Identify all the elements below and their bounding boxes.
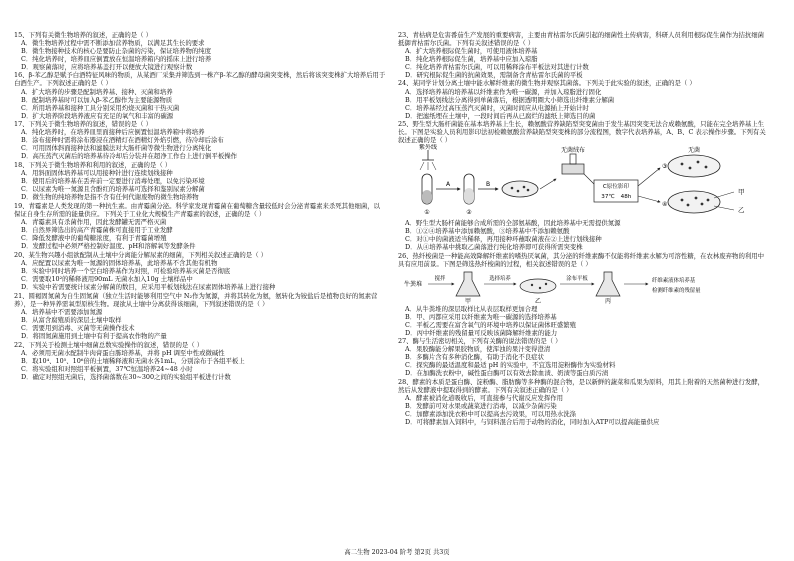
figure-26-svg (398, 268, 770, 304)
question-option: A．扩大培养的步骤是配制培养基、接种、灭菌和培养 (21, 87, 173, 96)
question-option: C．培养基经过高压蒸汽灭菌时，灭菌时间应从电源插上开始计时 (405, 103, 589, 112)
question-option: C．探究酶的最适温度和最适 pH 的实验中，不宜选用淀粉酶作为实验材料 (405, 361, 616, 370)
question-option: C．纯化培养时，培养皿应倒置放在恒温培养箱内的摇床上进行培养 (21, 54, 212, 63)
num2-tube-label: ② (466, 209, 472, 217)
question-option: A．野生型大肠杆菌能够合成所需的全部氨基酸，因此培养基中无需提供氮源 (405, 219, 621, 228)
cloth-label: 无菌绒布 (560, 147, 586, 155)
question-block (14, 341, 386, 381)
question-stem: 18、下列关于微生物培养和利用的叙述，正确的是（ ） (14, 161, 172, 170)
question-block (14, 71, 386, 119)
left-column (14, 30, 386, 381)
uv-label: 紫外线 (418, 144, 438, 152)
question-block (14, 292, 386, 340)
question-block (14, 251, 386, 291)
question-option: B．自然界筛选出的高产青霉菌株可直接用于工业发酵 (21, 226, 173, 235)
question-option: B．用平板划线法分离得到单菌落后，根据透明圈大小筛选出纤维素分解菌 (405, 95, 615, 104)
question-option: C．加酵素添加洗衣粉中可以提高去污效果，可以用热水洗涤 (405, 410, 577, 419)
question-stem: 16、β-苯乙醇是赋予白酒特征风味的物质，从某酒厂采集并筛选到一株产β-苯乙醇的酵母菌突变株，然后将该突变株扩大培养后用于白酒生产。下列叙述正确的是（ ） (14, 71, 386, 88)
question-block (14, 31, 386, 71)
figure-26 (398, 268, 770, 304)
question-option: A．扩大培养根际促生菌时，可使用液体培养基 (405, 46, 538, 55)
question-option: B．取10⁴、10⁵、10⁶倍的土壤稀释液和无菌水各1mL，分别涂布于各组平板上 (21, 356, 245, 365)
question-option: A．酵素被消化道吸收后，可直接参与代谢反应发挥作用 (405, 394, 563, 403)
question-option: D．把滤纸埋在土壤中，一段时间后再从已腐烂的滤纸上筛选目的菌 (405, 111, 596, 120)
question-stem: 21、圆褐固氮菌为自生固氮菌（独立生活时能够利用空气中 N₂作为氮源，并将其转化为氨，氨转化为铵盐后是植物良好的氮素营养），是一种异养需氧型原核生物。现欲从土壤中分离获得该细菌，下列叙述错误的是（ ） (14, 291, 378, 308)
question-option: D．微生物的纯培养物是指不含有任何代谢废物的微生物培养物 (21, 193, 199, 202)
question-block (398, 219, 770, 251)
question-stem: 28、酵素的本质是蛋白酶、淀粉酶、脂肪酶等多种酶的混合物，是以新鲜的蔬菜和瓜果为原料，用其上附着的天然菌种进行发酵，然后从发酵液中提取得到的酵素。下列有关叙述正确的是（ ） (398, 378, 765, 395)
question-block (398, 305, 770, 337)
question-option: A．应配置以尿素为唯一氮源的固体培养基，此培养基不含其他有机物 (21, 258, 218, 267)
question-stem: 23、青枯病是危害番茄生产发展的重要病害，主要由青枯雷尔氏菌引起的细菌性土传病害，科研人员利用根际促生菌作为拮抗细菌抵御青枯雷尔氏菌。下列有关叙述错误的是（ ） (398, 30, 765, 47)
velvet-stamp-icon (562, 154, 584, 174)
measure-label: 检测纤维素的残留量 (652, 287, 701, 294)
question-stem: 15、下列有关微生物培养的叙述，正确的是（ ） (14, 30, 152, 39)
flask-bing-icon (596, 272, 620, 296)
question-stem: 24、某同学计划分离土壤中能水解纤维素的微生物并观察其菌落。下列关于此实验的叙述，正确的是（ ） (398, 79, 696, 88)
question-option: D．可将酵素加入饲料中，与饲料混合后用于动物的消化，同时加入ATP可以提高能量供应 (405, 418, 660, 427)
question-option: A．用斜面固体培养基可以用接种针进行连续划线接种 (21, 169, 173, 178)
question-option: D．在加酶洗衣粉中，碱性蛋白酶可以有效去除血渍、奶渍等蛋白质污渍 (405, 369, 609, 378)
question-option: B．发酵前可对水果或蔬菜进行消毒，以减少杂菌污染 (405, 402, 557, 411)
question-option: D．将固氮菌施用到土壤中有利于提高农作物的产量 (21, 331, 167, 340)
test-tube-2-icon (464, 174, 474, 204)
question-option: C．纯化培养青枯雷尔氏菌，可以用稀释涂布平板法对其进行计数 (405, 62, 589, 71)
question-block (398, 120, 770, 218)
bing-flask-label: 丙 (604, 297, 612, 304)
plate-3-icon (668, 155, 720, 177)
enrich-label: 搅拌 (434, 275, 446, 282)
jia-flask-label: 甲 (464, 297, 472, 304)
test-tube-1-icon (422, 174, 432, 204)
question-option: D．实验中若需要统计尿素分解菌的数目，应采用平板划线法在尿素固体培养基上进行接种 (21, 283, 276, 292)
question-block (14, 120, 386, 160)
question-option: D．发酵过程中必须严格控制好温度、pH和溶解氧等发酵条件 (21, 242, 196, 251)
question-stem: 25、野生型大肠杆菌能在基本培养基上生长，赖氨酸营养缺陷型突变菌由于发生基因突变无法合成赖氨酸，只能在完全培养基上生长。下图是实验人员利用影印法初检赖氨酸营养缺陷型突变株的部分流程图，数字代表培养基，A、B、C 表示操作步骤。下列有关叙述正确的是（ ） (398, 120, 766, 145)
question-option: B．①②④培养基中添加赖氨酸，③培养基中不添加赖氨酸 (405, 227, 570, 236)
question-option: A．微生物培养过程中需不断添加营养物质，以满足其生长的要求 (21, 38, 205, 47)
question-option: B．涂布接种时需将涂布器浸在酒精灯在酒精灯外焰引燃，待冷却后涂布 (21, 136, 224, 145)
question-option: C．将实验组和对照组平板倒置，37℃恒温培养24~48 小时 (21, 364, 193, 373)
question-stem: 19、青霉素是人类发现的第一种抗生素。由青霉菌分泌。科学家发现青霉菌在葡萄糖含量较低时会分泌青霉素来杀死其他细菌，以保证自身生存所需的能量供应。下列关于工业化大规模生产青霉素的叙述，正确的是（ ） (14, 201, 381, 218)
question-option: B．甲、丙都应采用以纤维素为唯一碳源的选择培养基 (405, 312, 557, 321)
plate-label: 涂布平板 (566, 275, 588, 282)
question-option: D．高压蒸汽灭菌后的培养基待冷却后分装并在超净工作台上进行倒平板操作 (21, 152, 238, 161)
select-label: 选择培养 (489, 275, 511, 282)
question-option: B．实验中同时培养一个空白培养基作为对照，可检验培养基灭菌是否彻底 (21, 266, 231, 275)
question-option: D．观察菌落时，应将培养基盖打开以便放大镜进行观察计数 (21, 62, 193, 71)
question-option: C．需要用到消毒、灭菌等无菌操作技术 (21, 323, 135, 332)
question-option: B．从富含腐殖质的深层土壤中取样 (21, 315, 122, 324)
question-option: A．青霉素具有杀菌作用，因此发酵罐无需严格灭菌 (21, 218, 167, 227)
question-option: C．以尿素为唯一氮源且含酚红的培养基可选择和鉴别尿素分解菌 (21, 185, 205, 194)
source-label: 牛粪堆 (404, 280, 423, 288)
num3-label: ③ (662, 163, 668, 171)
plate-2-icon (502, 181, 538, 197)
uv-lamp-icon (420, 150, 436, 170)
yi-plate-label: 乙 (534, 297, 542, 304)
num4-label: ④ (662, 201, 668, 209)
plate-4-icon (668, 191, 720, 213)
question-option: B．微生物接种技术的核心是要防止杂菌的污染，保证培养物的纯度 (21, 46, 212, 55)
question-block (14, 202, 386, 250)
question-block (14, 161, 386, 201)
question-option: A．选择培养基的培养基以纤维素作为唯一碳源，并加入琼脂进行固化 (405, 87, 602, 96)
final-label: 纤维素液体培养基 (652, 277, 696, 284)
question-option: B．纯化培养根际促生菌，培养基中应加入琼脂 (405, 54, 538, 63)
question-option: C．降低发酵液中的葡萄糖浓度，有利于青霉菌增殖 (21, 234, 167, 243)
flask-jia-icon (456, 272, 480, 296)
figure-25 (398, 144, 770, 218)
nosalt-label: 无菌 (687, 147, 701, 155)
question-block (398, 337, 770, 377)
question-stem: 26、热纤梭菌是一种能高效降解纤维素的嗜热厌氧菌，其分泌的纤维素酶不仅能将纤维素水解为可溶性糖，在农林废弃物的利用中具有应用前景。下图是筛选热纤梭菌的过程，相关叙述错误的是（ ） (398, 251, 765, 268)
question-option: C．需要取10²的稀释液用90mL 无菌水加入10g 土壤样品中 (21, 274, 193, 283)
question-option: B．使用后的培养基在丢弃前一定要进行消毒处理，以免污染环境 (21, 177, 205, 186)
question-stem: 27、酶与生活密切相关，下列有关酶的说法错误的是（ ） (398, 337, 562, 346)
question-option: A．果胶酶能分解果胶物质，使浑浊的果汁变得澄清 (405, 345, 551, 354)
question-option: C．可用固体斜面接种法和滤膜法对大肠杆菌等微生物进行分离纯化 (21, 144, 212, 153)
question-option: D．丙中纤维素的残留量可反映该菌降解纤维素的能力 (405, 328, 558, 337)
question-option: D．研究根际促生菌的抗菌效果，需制备含青枯雷尔氏菌的平板 (405, 70, 583, 79)
page-footer: 高二生物 2023-04 阶考 第2页 共3页 (344, 549, 450, 556)
question-option: D．从④培养基中挑取乙菌落进行纯化培养即可获得所需突变株 (405, 243, 583, 252)
temp-label: 37℃ (601, 194, 615, 201)
right-column (398, 30, 770, 426)
jia-label: 甲 (738, 188, 745, 197)
question-block (398, 31, 770, 79)
primary-label: C原位影印 (602, 184, 630, 191)
question-block (398, 378, 770, 426)
question-option: A．培养基中不需要添加氮源 (21, 307, 103, 316)
question-option: D．确定对照组无菌后，选择菌落数在30~300之间的实验组平板进行计数 (21, 372, 231, 381)
step-a-label: A (445, 181, 451, 189)
question-option: B．配制培养基时可以加入β-苯乙醇作为主要能源物质 (21, 95, 173, 104)
question-option: A．必须用无菌水配制牛肉膏蛋白胨培养基，并将 pH 调至中性或微碱性 (21, 348, 225, 357)
question-stem: 22、下列关于检测土壤中细菌总数实验操作的叙述，错误的是（ ） (14, 340, 204, 349)
question-block (398, 79, 770, 119)
question-option: D．扩大培养阶段培养液应有充足的氧气和丰富的碳源 (21, 111, 174, 120)
figure-25-svg (398, 144, 770, 218)
yi-label: 乙 (738, 206, 745, 215)
question-option: C．对①中的菌液适当稀释，再用接种环蘸取菌液在②上进行划线接种 (405, 235, 602, 244)
question-stem: 17、下列关于微生物培养的叙述，错误的是（ ） (14, 120, 152, 129)
step-b-label: B (485, 181, 491, 189)
question-block (398, 252, 770, 304)
num1-label: ① (424, 209, 430, 217)
plate-yi-icon (520, 279, 556, 293)
time-label: 48h (620, 194, 632, 201)
question-option: A．从牛粪堆的深层取样比从表层取样更加合理 (405, 304, 538, 313)
question-stem: 20、某生物兴趣小组欲配制从土壤中分离能分解尿素的细菌，下列相关叙述正确的是（ ） (14, 250, 268, 259)
question-option: A．纯化培养时，在培养皿里面接种后应倒置恒温培养箱中将培养 (21, 128, 205, 137)
question-option: C．所用培养基和接种工具分别采用灼烧灭菌和干热灭菌 (21, 103, 180, 112)
question-option: B．多酶片含有多种消化酶，有助于消化不良症状 (405, 353, 544, 362)
question-option: C．平板乙需要在富含氧气的环境中培养以保证菌体旺盛繁殖 (405, 320, 577, 329)
